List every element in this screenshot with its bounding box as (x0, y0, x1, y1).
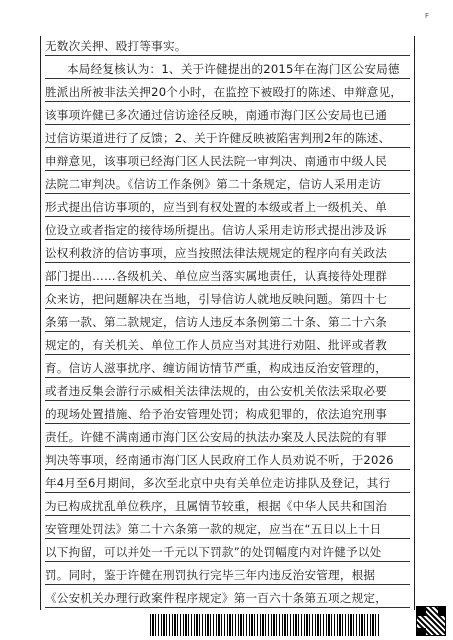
document-body (40, 36, 415, 610)
text-line: 的现场处置措施、给予治安管理处罚；构成犯罪的，依法追究刑事 (45, 404, 410, 424)
qr-code (416, 606, 446, 636)
text-line: 罚。同时，鉴于许健在刑罚执行完毕三年内违反治安管理，根据 (45, 565, 410, 585)
text-line: 讼权利救济的信访事项，应当按照法律法规规定的程序向有关政法 (45, 243, 410, 263)
text-line: 或者违反集会游行示威相关法律法规的，由公安机关依法采取必要 (45, 381, 410, 401)
text-line: 位设立或者指定的接待场所提出。信访人采用走访形式提出涉及诉 (45, 220, 410, 240)
text-line: 众来访，把问题解决在当地，引导信访人就地反映问题。第四十七 (45, 289, 410, 309)
text-line: 部门提出……各级机关、单位应当落实属地责任，认真接待处理群 (45, 266, 410, 286)
text-line: 育。信访人滋事扰序、缠访闹访情节严重，构成违反治安管理的， (45, 358, 410, 378)
text-line: 胜派出所被非法关押20个小时，在监控下被殴打的陈述、申辩意见， (45, 82, 410, 102)
text-line: 《公安机关办理行政案件程序规定》第一百六十条第五项之规定， (45, 588, 410, 608)
text-line: 法院二审判决。《信访工作条例》第二十条规定，信访人采用走访 (45, 174, 410, 194)
text-line: 条第一款、第二款规定，信访人违反本条例第二十条、第二十六条 (45, 312, 410, 332)
text-line: 本局经复核认为：1、关于许健提出的2015年在海门区公安局德 (45, 59, 410, 79)
text-line: 为已构成扰乱单位秩序，且属情节较重，根据《中华人民共和国治 (45, 496, 410, 516)
page-mark: F (424, 12, 429, 20)
barcode (150, 614, 380, 636)
text-line: 以下拘留，可以并处一千元以下罚款”的处罚幅度内对许健予以处 (45, 542, 410, 562)
text-line: 无数次关押、殴打等事实。 (45, 36, 410, 56)
text-line: 安管理处罚法》第二十六条第一款的规定，应当在“五日以上十日 (45, 519, 410, 539)
text-line: 该事项许健已多次通过信访途径反映，南通市海门区公安局也已通 (45, 105, 410, 125)
text-line: 年4月至6月期间，多次至北京中央有关单位走访排队及登记，其行 (45, 473, 410, 493)
text-line: 判决等事项，经南通市海门区人民政府工作人员劝说不听，于2026 (45, 450, 410, 470)
text-line: 责任。许健不满南通市海门区公安局的执法办案及人民法院的有罪 (45, 427, 410, 447)
text-line: 形式提出信访事项的，应当到有权处置的本级或者上一级机关、单 (45, 197, 410, 217)
text-line: 申辩意见，该事项已经海门区人民法院一审判决、南通市中级人民 (45, 151, 410, 171)
text-line: 过信访渠道进行了反馈；2、关于许健反映被陷害判刑2年的陈述、 (45, 128, 410, 148)
text-line: 规定的，有关机关、单位工作人员应当对其进行劝阻、批评或者教 (45, 335, 410, 355)
